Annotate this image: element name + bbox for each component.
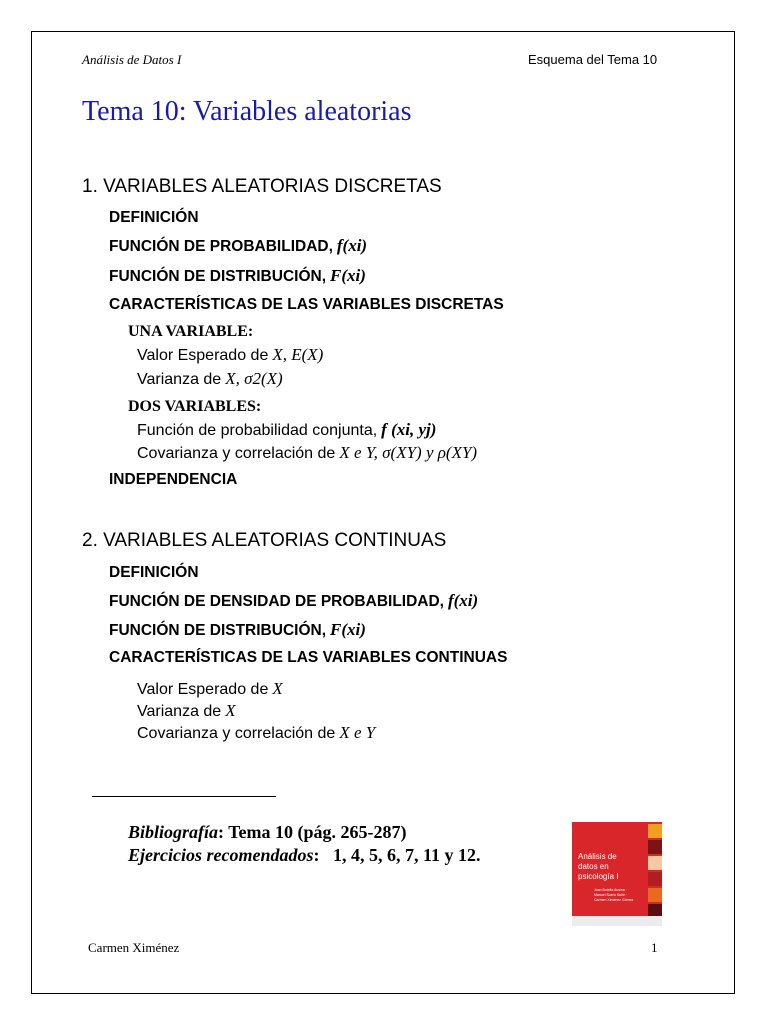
item-covarianza bbox=[137, 443, 477, 463]
exercises-line: Ejercicios recomendados: 1, 4, 5, 6, 7, 11 y 12. bbox=[128, 845, 481, 865]
cover-decoration bbox=[648, 822, 662, 926]
math-expression: X e Y, σ(XY) y ρ(XY) bbox=[339, 443, 478, 462]
item-label: Función de probabilidad conjunta, bbox=[137, 422, 378, 439]
exercises-label: Ejercicios recomendados bbox=[128, 845, 314, 865]
header-right: Esquema del Tema 10 bbox=[528, 52, 658, 67]
book-cover-image bbox=[572, 822, 662, 926]
math-expression: X e Y bbox=[339, 723, 376, 742]
item-definicion-continuas: DEFINICIÓN bbox=[109, 564, 199, 581]
section-heading-discretas: 1. VARIABLES ALEATORIAS DISCRETAS bbox=[82, 176, 442, 197]
header-left: Análisis de Datos I bbox=[82, 52, 182, 67]
book-cover-authors: Juan Botella Ausina · Manuel Suero Suñe · Carmen Ximénez Gómez bbox=[594, 888, 634, 902]
item-label: Valor Esperado de bbox=[137, 347, 269, 364]
item-varianza bbox=[137, 369, 283, 389]
book-cover-title: Análisis de datos en psicología I bbox=[578, 852, 619, 881]
item-label: Valor Esperado de bbox=[137, 681, 269, 698]
section-heading-continuas: 2. VARIABLES ALEATORIAS CONTINUAS bbox=[82, 530, 447, 551]
item-label: FUNCIÓN DE DISTRIBUCIÓN, bbox=[109, 268, 326, 285]
item-label: Varianza de bbox=[137, 703, 222, 720]
item-label: Varianza de bbox=[137, 371, 222, 388]
page-number: 1 bbox=[651, 940, 658, 955]
cover-footer-band bbox=[572, 916, 662, 926]
bibliography-label: Bibliografía bbox=[128, 822, 219, 842]
math-expression: X bbox=[272, 679, 283, 698]
item-label: Covarianza y correlación de bbox=[137, 445, 336, 462]
footnote-divider bbox=[92, 796, 276, 797]
math-expression: f(xi) bbox=[447, 591, 479, 610]
bibliography-line: Bibliografía: Tema 10 (pág. 265-287) bbox=[128, 822, 407, 842]
bibliography-text: Tema 10 (pág. 265-287) bbox=[228, 822, 407, 842]
exercises-text: 1, 4, 5, 6, 7, 11 y 12. bbox=[332, 845, 481, 865]
item-caracteristicas-continuas: CARACTERÍSTICAS DE LAS VARIABLES CONTINUAS bbox=[109, 649, 508, 666]
math-expression: F(xi) bbox=[330, 266, 366, 285]
item-funcion-probabilidad bbox=[109, 236, 367, 256]
footer-author: Carmen Ximénez bbox=[88, 940, 180, 955]
subheading-una-variable: UNA VARIABLE: bbox=[128, 323, 254, 340]
item-independencia: INDEPENDENCIA bbox=[109, 471, 238, 488]
item-funcion-conjunta bbox=[137, 420, 436, 440]
item-covarianza-continuas bbox=[137, 723, 375, 743]
math-expression: X, σ2(X) bbox=[225, 369, 283, 388]
item-label: FUNCIÓN DE DENSIDAD DE PROBABILIDAD, bbox=[109, 593, 444, 610]
math-expression: f (xi, yj) bbox=[381, 420, 437, 439]
item-funcion-densidad bbox=[109, 591, 478, 611]
item-label: FUNCIÓN DE DISTRIBUCIÓN, bbox=[109, 622, 326, 639]
item-label: Covarianza y correlación de bbox=[137, 725, 336, 742]
item-caracteristicas-discretas: CARACTERÍSTICAS DE LAS VARIABLES DISCRETAS bbox=[109, 296, 504, 313]
item-label: FUNCIÓN DE PROBABILIDAD, bbox=[109, 238, 333, 255]
page-title: Tema 10: Variables aleatorias bbox=[82, 96, 412, 127]
item-funcion-distribucion bbox=[109, 266, 366, 286]
item-funcion-distribucion-continuas bbox=[109, 620, 366, 640]
math-expression: F(xi) bbox=[330, 620, 366, 639]
item-varianza-continuas bbox=[137, 701, 236, 721]
item-valor-esperado bbox=[137, 345, 323, 365]
math-expression: X bbox=[225, 701, 236, 720]
subheading-dos-variables: DOS VARIABLES: bbox=[128, 398, 262, 415]
math-expression: X, E(X) bbox=[272, 345, 324, 364]
item-valor-esperado-continuas bbox=[137, 679, 283, 699]
item-definicion: DEFINICIÓN bbox=[109, 209, 199, 226]
math-expression: f(xi) bbox=[336, 236, 368, 255]
